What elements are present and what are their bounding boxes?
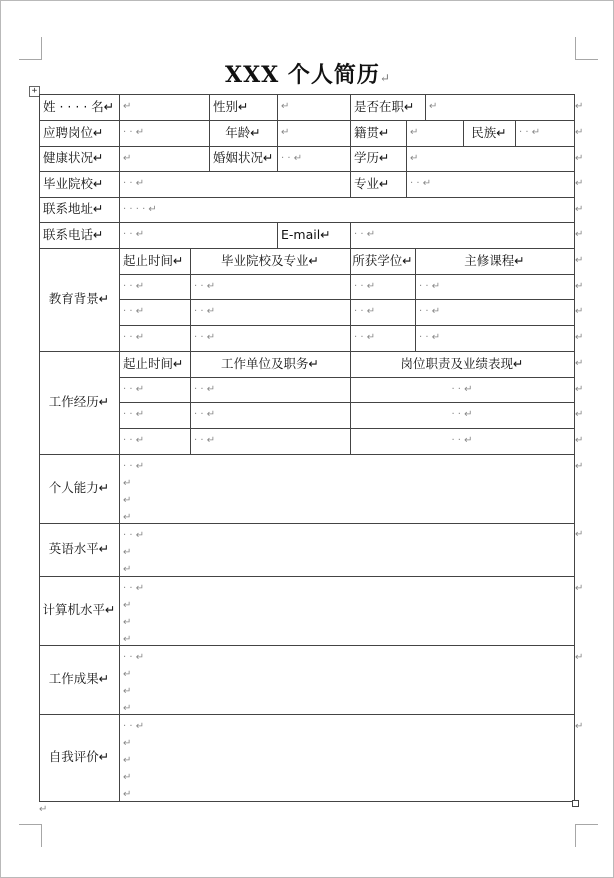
education-cell-text: · · ↵ (354, 306, 376, 317)
section-label-4[interactable] (39, 714, 119, 801)
education-level-value-text: ↵ (410, 152, 419, 164)
work-cell-text: · · ↵ (451, 409, 473, 420)
education-cell[interactable] (190, 274, 350, 299)
work-cell[interactable] (190, 377, 350, 402)
education-header-0[interactable] (119, 248, 190, 274)
table-rule (190, 248, 191, 352)
cell-line: ↵ (123, 564, 132, 575)
cell-line: ↵ (123, 617, 132, 628)
table-rule (463, 120, 464, 147)
education-cell-text: · · ↵ (123, 332, 145, 343)
ethnic-label-text: 民族↵ (471, 124, 507, 140)
phone-label-text: 联系电话↵ (43, 226, 104, 242)
work-cell[interactable] (119, 402, 190, 428)
education-cell-text: · · ↵ (419, 306, 441, 317)
position-value-text: · · ↵ (123, 127, 145, 138)
major-label[interactable] (350, 171, 406, 197)
cell-line: ↵ (123, 755, 132, 766)
work-cell-text: · · ↵ (194, 435, 216, 446)
education-section-label-text: 教育背景↵ (48, 291, 110, 307)
education-header-2[interactable] (350, 248, 415, 274)
ethnic-value-text: · · ↵ (519, 127, 541, 138)
education-cell[interactable] (119, 274, 190, 299)
table-rule (350, 94, 351, 121)
table-rule (350, 222, 351, 249)
age-value[interactable] (277, 120, 350, 146)
paragraph-mark: ↵ (379, 71, 391, 85)
work-section-label[interactable] (39, 351, 119, 454)
name-value[interactable] (119, 94, 209, 120)
education-cell[interactable] (119, 325, 190, 351)
cell-line: · · ↵ (123, 652, 145, 663)
education-header-1-text: 毕业院校及专业↵ (221, 252, 319, 268)
education-cell-text: · · ↵ (194, 280, 216, 292)
major-value-text: · · ↵ (410, 178, 432, 189)
section-label-0-text: 个人能力↵ (48, 480, 110, 496)
education-level-value[interactable] (406, 146, 574, 171)
table-rule (574, 94, 575, 802)
work-cell[interactable] (190, 428, 350, 454)
native-label[interactable] (350, 120, 406, 146)
education-cell[interactable] (350, 274, 415, 299)
table-rule (190, 351, 191, 455)
row-end-mark: ↵ (575, 153, 584, 164)
education-cell[interactable] (119, 299, 190, 325)
major-value[interactable] (406, 171, 574, 197)
work-cell[interactable] (350, 402, 574, 428)
table-rule (119, 428, 575, 429)
section-content-4[interactable] (119, 714, 574, 801)
work-header-0-text: 起止时间↵ (123, 355, 184, 371)
table-rule (119, 377, 575, 378)
row-end-mark: ↵ (575, 281, 584, 292)
email-value[interactable] (350, 222, 574, 248)
cell-line: · · ↵ (123, 461, 145, 472)
table-rule (350, 351, 351, 455)
phone-label[interactable] (39, 222, 119, 248)
email-value-text: · · ↵ (354, 229, 376, 240)
work-cell-text: · · ↵ (123, 409, 145, 420)
education-header-1[interactable] (190, 248, 350, 274)
work-cell[interactable] (350, 428, 574, 454)
row-end-mark: ↵ (575, 384, 584, 395)
table-rule (119, 402, 575, 403)
health-value[interactable] (119, 146, 209, 171)
education-cell-text: · · ↵ (354, 332, 376, 343)
table-rule (119, 274, 575, 275)
education-header-3[interactable] (415, 248, 574, 274)
cell-line: ↵ (123, 634, 132, 645)
ethnic-value[interactable] (515, 120, 574, 146)
health-label[interactable] (39, 146, 119, 171)
work-cell[interactable] (119, 377, 190, 402)
marital-label-text: 婚姻状况↵ (213, 150, 274, 166)
education-cell-text: · · ↵ (419, 280, 441, 292)
section-label-2-text: 计算机水平↵ (42, 602, 116, 618)
work-cell[interactable] (190, 402, 350, 428)
cell-line: ↵ (123, 789, 132, 800)
education-cell[interactable] (190, 299, 350, 325)
title-text: XXX 个人简历 (225, 62, 380, 88)
work-cell-text: · · ↵ (451, 383, 473, 395)
gender-value[interactable] (277, 94, 350, 120)
age-value-text: ↵ (281, 127, 290, 138)
address-label[interactable] (39, 197, 119, 222)
section-content-3[interactable] (119, 645, 574, 714)
phone-value[interactable] (119, 222, 277, 248)
row-end-mark: ↵ (575, 306, 584, 317)
education-section-label[interactable] (39, 248, 119, 351)
education-cell[interactable] (415, 299, 574, 325)
row-end-mark: ↵ (575, 529, 584, 540)
table-rule (515, 120, 516, 147)
row-end-mark: ↵ (575, 255, 584, 266)
marital-value[interactable] (277, 146, 350, 171)
cell-line: ↵ (123, 495, 132, 506)
education-cell[interactable] (350, 325, 415, 351)
section-content-1[interactable] (119, 523, 574, 576)
education-cell-text: · · ↵ (123, 306, 145, 317)
school-label[interactable] (39, 171, 119, 197)
education-cell[interactable] (415, 274, 574, 299)
position-value[interactable] (119, 120, 209, 146)
table-rule (277, 222, 278, 249)
row-end-mark: ↵ (575, 332, 584, 343)
employed-label-text: 是否在职↵ (354, 98, 415, 114)
gender-value-text: ↵ (281, 101, 290, 112)
cell-line: ↵ (123, 547, 132, 558)
education-cell[interactable] (350, 299, 415, 325)
major-label-text: 专业↵ (354, 175, 390, 191)
section-label-1[interactable] (39, 523, 119, 576)
table-rule (119, 325, 575, 326)
education-cell-text: · · ↵ (194, 306, 216, 317)
employed-value-text: ↵ (429, 101, 438, 112)
section-content-2[interactable] (119, 576, 574, 645)
age-label[interactable] (209, 120, 277, 146)
work-cell[interactable] (119, 428, 190, 454)
margin-corner-top-right (575, 37, 598, 60)
table-rule (119, 299, 575, 300)
section-label-4-text: 自我评价↵ (48, 749, 110, 765)
education-cell-text: · · ↵ (194, 332, 216, 343)
gender-label[interactable] (209, 94, 277, 120)
address-value[interactable] (119, 197, 574, 222)
work-cell-text: · · ↵ (451, 435, 473, 446)
education-header-3-text: 主修课程↵ (464, 252, 525, 268)
row-end-mark: ↵ (575, 583, 584, 594)
row-end-mark: ↵ (575, 461, 584, 472)
phone-value-text: · · ↵ (123, 229, 145, 240)
cell-line: ↵ (123, 703, 132, 714)
education-cell-text: · · ↵ (123, 280, 145, 292)
work-cell-text: · · ↵ (123, 383, 145, 395)
cell-line: ↵ (123, 478, 132, 489)
section-label-0[interactable] (39, 454, 119, 523)
row-end-mark: ↵ (575, 204, 584, 215)
education-level-label-text: 学历↵ (354, 150, 390, 166)
table-resize-handle-icon[interactable] (572, 800, 579, 807)
position-label[interactable] (39, 120, 119, 146)
marital-label[interactable] (209, 146, 277, 171)
paragraph-mark: ↵ (39, 804, 48, 815)
section-label-2[interactable] (39, 576, 119, 645)
resume-title[interactable] (1, 59, 614, 91)
margin-corner-bottom-right (575, 824, 598, 847)
cell-line: ↵ (123, 669, 132, 680)
health-value-text: ↵ (123, 152, 132, 164)
cell-line: · · ↵ (123, 721, 145, 732)
work-cell[interactable] (350, 377, 574, 402)
email-label[interactable] (277, 222, 350, 248)
native-value-text: ↵ (410, 127, 419, 138)
school-label-text: 毕业院校↵ (43, 175, 104, 191)
table-move-handle-icon[interactable]: + (29, 86, 40, 97)
name-label[interactable] (39, 94, 119, 120)
work-header-2[interactable] (350, 351, 574, 377)
work-cell-text: · · ↵ (123, 435, 145, 446)
row-end-mark: ↵ (575, 652, 584, 663)
row-end-mark: ↵ (575, 721, 584, 732)
row-end-mark: ↵ (575, 127, 584, 138)
work-header-0[interactable] (119, 351, 190, 377)
section-label-3-text: 工作成果↵ (48, 671, 110, 687)
margin-corner-top-left (19, 37, 42, 60)
margin-corner-bottom-left (19, 824, 42, 847)
row-end-mark: ↵ (575, 409, 584, 420)
section-label-3[interactable] (39, 645, 119, 714)
cell-line: · · ↵ (123, 530, 145, 541)
work-cell-text: · · ↵ (194, 409, 216, 420)
work-header-2-text: 岗位职责及业绩表现↵ (400, 355, 524, 371)
row-end-mark: ↵ (575, 178, 584, 189)
employed-label[interactable] (350, 94, 425, 120)
row-end-mark: ↵ (575, 229, 584, 240)
section-content-0[interactable] (119, 454, 574, 523)
address-label-text: 联系地址↵ (43, 201, 104, 217)
work-section-label-text: 工作经历↵ (48, 394, 110, 410)
education-level-label[interactable] (350, 146, 406, 171)
cell-line: · · ↵ (123, 583, 145, 594)
row-end-mark: ↵ (575, 101, 584, 112)
marital-value-text: · · ↵ (281, 152, 303, 164)
cell-line: ↵ (123, 600, 132, 611)
name-label-text: 姓 · · · · 名↵ (43, 98, 115, 114)
education-cell-text: · · ↵ (354, 280, 376, 292)
cell-line: ↵ (123, 686, 132, 697)
education-header-0-text: 起止时间↵ (123, 252, 184, 268)
work-header-1-text: 工作单位及职务↵ (221, 355, 319, 371)
section-label-1-text: 英语水平↵ (48, 541, 110, 557)
ethnic-label[interactable] (463, 120, 515, 146)
school-value[interactable] (119, 171, 350, 197)
table-rule (350, 248, 351, 352)
cell-line: ↵ (123, 772, 132, 783)
row-end-mark: ↵ (575, 358, 584, 369)
row-end-mark: ↵ (575, 435, 584, 446)
health-label-text: 健康状况↵ (43, 150, 104, 166)
gender-label-text: 性别↵ (213, 98, 249, 114)
education-header-2-text: 所获学位↵ (352, 252, 413, 268)
native-label-text: 籍贯↵ (354, 124, 390, 140)
email-label-text: E-mail↵ (281, 226, 331, 242)
education-cell[interactable] (190, 325, 350, 351)
work-cell-text: · · ↵ (194, 383, 216, 395)
table-rule (425, 94, 426, 121)
school-value-text: · · ↵ (123, 178, 145, 189)
cell-line: ↵ (123, 738, 132, 749)
table-rule (415, 248, 416, 352)
native-value[interactable] (406, 120, 463, 146)
age-label-text: 年龄↵ (225, 124, 261, 140)
education-cell[interactable] (415, 325, 574, 351)
position-label-text: 应聘岗位↵ (43, 124, 104, 140)
cell-line: ↵ (123, 512, 132, 523)
education-cell-text: · · ↵ (419, 332, 441, 343)
employed-value[interactable] (425, 94, 574, 120)
address-value-text: · · · · ↵ (123, 203, 157, 215)
work-header-1[interactable] (190, 351, 350, 377)
name-value-text: ↵ (123, 101, 132, 112)
